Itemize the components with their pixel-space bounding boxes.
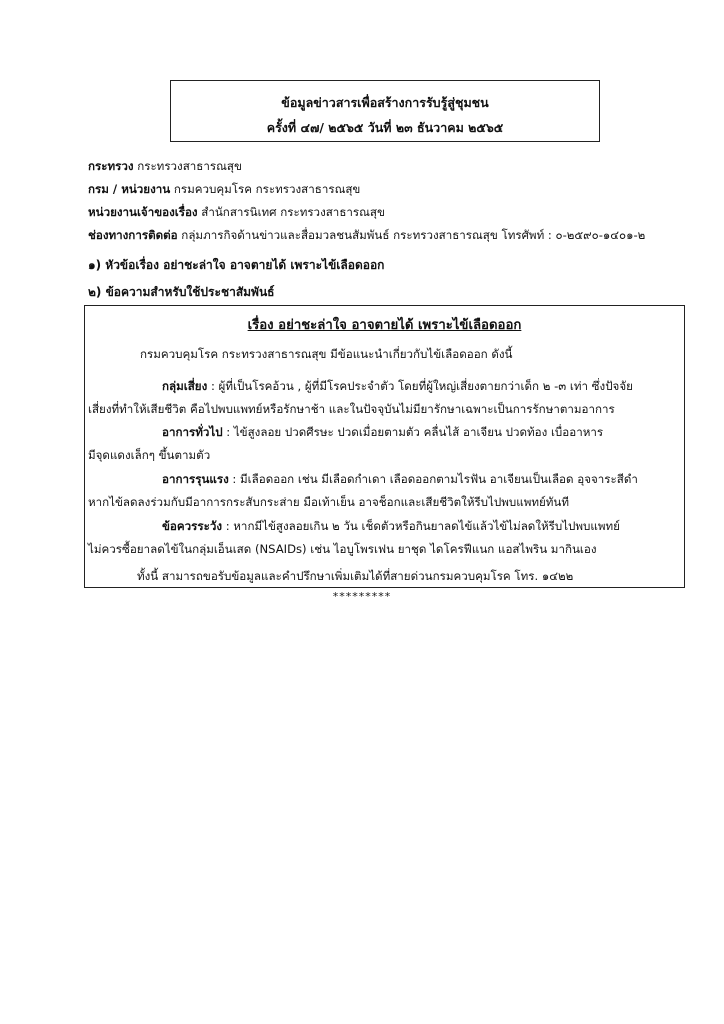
header-title: ข้อมูลข่าวสารเพื่อสร้างการรับรู้สู่ชุมชน: [281, 95, 489, 110]
pr-risk-text1: : ผู้ที่เป็นโรคอ้วน , ผู้ที่มีโรคประจำตัว โดยที่ผู้ใหญ่เสี่ยงตายกว่าเด็ก ๒ -๓ เท่า ซึ่งปัจจัย: [207, 379, 633, 393]
meta-owner: [88, 204, 385, 222]
meta-contact-label: ช่องทางการติดต่อ: [88, 228, 178, 242]
section-message-heading: ๒) ข้อความสำหรับใช้ประชาสัมพันธ์: [88, 285, 275, 299]
pr-risk-line1: [162, 378, 633, 396]
meta-department-value: กรมควบคุมโรค กระทรวงสาธารณสุข: [170, 182, 361, 196]
pr-intro: กรมควบคุมโรค กระทรวงสาธารณสุข มีข้อแนะนำเกี่ยวกับไข้เลือดออก ดังนี้: [140, 347, 513, 361]
pr-severe-label: อาการรุนแรง: [162, 472, 229, 486]
header-box: [170, 80, 600, 142]
meta-contact-value: กลุ่มภารกิจด้านข่าวและสื่อมวลชนสัมพันธ์ กระทรวงสาธารณสุข โทรศัพท์ : ๐-๒๕๙๐-๑๔๐๑-๒: [177, 228, 646, 242]
meta-contact: [88, 227, 645, 245]
pr-caution-line1: [162, 518, 620, 536]
pr-severe-line2: หากไข้ลดลงร่วมกับมีอาการกระสับกระส่าย มือเท้าเย็น อาจช็อกและเสียชีวิตให้รีบไปพบแพทย์ทันที: [88, 495, 569, 509]
pr-risk-line2: เสี่ยงที่ทำให้เสียชีวิต คือไปพบแพทย์หรือรักษาช้า และในปัจจุบันไม่มียารักษาเฉพาะเป็นการรักษาตามอาการ: [88, 402, 615, 416]
pr-closing: ทั้งนี้ สามารถขอรับข้อมูลและคำปรึกษาเพิ่มเติมได้ที่สายด่วนกรมควบคุมโรค โทร. ๑๔๒๒: [137, 569, 574, 583]
pr-general-label: อาการทั่วไป: [162, 425, 223, 439]
pr-caution-line2: ไม่ควรซื้อยาลดไข้ในกลุ่มเอ็นเสด (NSAIDs) เช่น ไอบูโพรเฟน ยาชุด ไดโครฟีแนก แอสไพริน มากินเอง: [88, 542, 597, 556]
meta-ministry: [88, 158, 242, 176]
meta-owner-label: หน่วยงานเจ้าของเรื่อง: [88, 205, 198, 219]
pr-general-line2: มีจุดแดงเล็กๆ ขึ้นตามตัว: [88, 448, 211, 462]
pr-title: เรื่อง อย่าชะล่าใจ อาจตายได้ เพราะไข้เลือดออก: [247, 318, 522, 333]
meta-department-label: กรม / หน่วยงาน: [88, 182, 171, 196]
pr-caution-label: ข้อควรระวัง: [162, 519, 223, 533]
pr-general-line1: [162, 424, 603, 442]
meta-ministry-value: กระทรวงสาธารณสุข: [133, 159, 242, 173]
header-issue-date: ครั้งที่ ๔๗/ ๒๕๖๕ วันที่ ๒๓ ธันวาคม ๒๕๖๕: [266, 120, 504, 135]
pr-general-text1: : ไข้สูงลอย ปวดศีรษะ ปวดเมื่อยตามตัว คลื่นไส้ อาเจียน ปวดท้อง เบื่ออาหาร: [222, 425, 604, 439]
meta-ministry-label: กระทรวง: [88, 159, 134, 173]
pr-message-box: [84, 305, 685, 588]
section-topic: ๑) หัวข้อเรื่อง อย่าชะล่าใจ อาจตายได้ เพราะไข้เลือดออก: [88, 258, 385, 272]
pr-severe-text1: : มีเลือดออก เช่น มีเลือดกำเดา เลือดออกตามไรฟัน อาเจียนเป็นเลือด อุจจาระสีดำ: [228, 472, 638, 486]
pr-caution-text1: : หากมีไข้สูงลอยเกิน ๒ วัน เช็ดตัวหรือกินยาลดไข้แล้วไข้ไม่ลดให้รีบไปพบแพทย์: [222, 519, 620, 533]
pr-risk-label: กลุ่มเสี่ยง: [162, 379, 208, 393]
meta-owner-value: สำนักสารนิเทศ กระทรวงสาธารณสุข: [197, 205, 385, 219]
meta-department: [88, 181, 360, 199]
footer-stars: *********: [332, 590, 392, 603]
pr-severe-line1: [162, 471, 638, 489]
